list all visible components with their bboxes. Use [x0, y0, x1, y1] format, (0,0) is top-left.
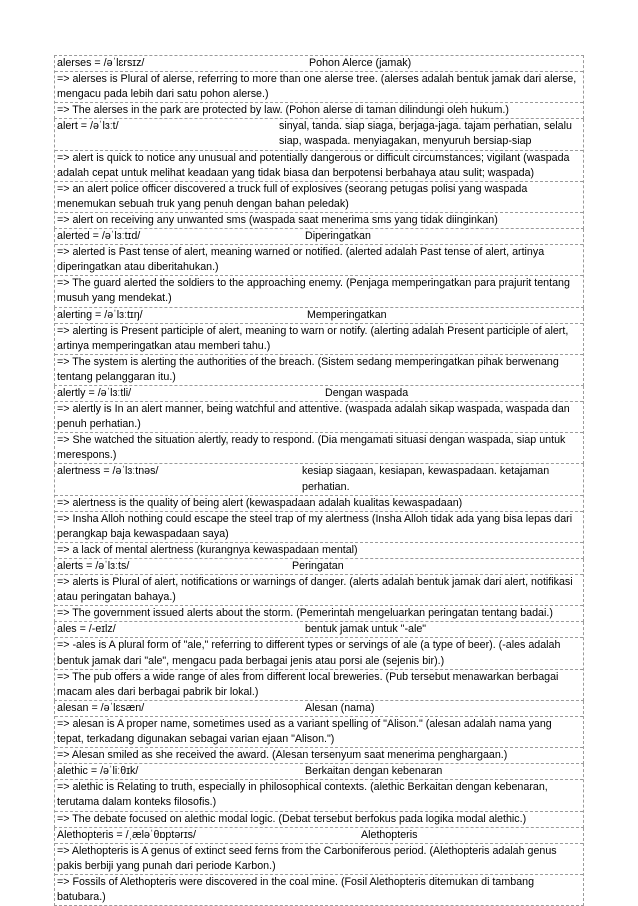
entry-headline	[55, 386, 583, 402]
entry-example: => an alert police officer discovered a truck full of explosives (seorang petugas polisi yang waspada menemukan sebuah truk yang penuh dengan bahan peledak)	[55, 182, 583, 213]
dictionary-document	[54, 55, 584, 906]
entry-example: => The debate focused on alethic modal logic. (Debat tersebut berfokus pada logika modal alethic.)	[57, 812, 527, 825]
entry-word-pronunciation: alethic = /əˈliːθɪk/	[57, 765, 139, 778]
dictionary-entry	[54, 701, 584, 764]
entry-example: => alerting is Present participle of alert, meaning to warn or notify. (alerting adalah Present participle of alert, artinya memperingatkan atau memberi tahu.)	[55, 324, 583, 355]
entry-meaning: Peringatan	[292, 560, 344, 572]
dictionary-entry	[54, 229, 584, 307]
entry-example: => a lack of mental alertness (kurangnya kewaspadaan mental)	[57, 543, 358, 556]
entry-word-pronunciation: alerting = /əˈlɜːtɪŋ/	[57, 308, 143, 321]
entry-headline	[55, 56, 583, 72]
entry-example: => alerts is Plural of alert, notifications or warnings of danger. (alerts adalah bentuk jamak dari alert, notifikasi atau peringatan bahaya.)	[55, 575, 583, 606]
entry-word-pronunciation: ales = /-eɪlz/	[57, 623, 116, 636]
entry-word-pronunciation: Alethopteris = /ˌæləˈθɒptərɪs/	[57, 828, 196, 841]
entry-example: => Insha Alloh nothing could escape the steel trap of my alertness (Insha Alloh tidak ada yang bisa lepas dari perangkap baja kewaspadaan saya)	[55, 512, 583, 543]
entry-word-pronunciation: alerses = /əˈlɛrsɪz/	[57, 57, 145, 69]
dictionary-entry	[54, 55, 584, 119]
entry-example: => alesan is A proper name, sometimes used as a variant spelling of "Alison." (alesan adalah nama yang tepat, terkadang digunakan sebagai varian ejaan "Alison.")	[55, 717, 583, 748]
entry-meaning: Alethopteris	[361, 828, 418, 841]
entry-example: => alert on receiving any unwanted sms (waspada saat menerima sms yang tidak diinginkan)	[57, 213, 498, 226]
entry-example: => Alesan smiled as she received the award. (Alesan tersenyum saat menerima penghargaan.)	[57, 749, 508, 762]
entry-example: => Alethopteris is A genus of extinct seed ferns from the Carboniferous period. (Alethopteris adalah genus pakis berbiji yang punah dari periode Karbon.)	[55, 844, 583, 875]
dictionary-entry	[54, 308, 584, 386]
entry-meaning: Alesan (nama)	[305, 701, 375, 714]
entry-headline	[55, 622, 583, 638]
entry-meaning: Berkaitan dengan kebenaran	[305, 765, 443, 778]
entry-headline	[55, 828, 583, 844]
entry-word-pronunciation: alertly = /əˈlɜːtli/	[57, 386, 132, 399]
entry-example: => The guard alerted the soldiers to the approaching enemy. (Penjaga memperingatkan para prajurit tentang musuh yang mendekat.)	[57, 277, 570, 305]
entry-example: => Fossils of Alethopteris were discovered in the coal mine. (Fosil Alethopteris ditemukan di tambang batubara.)	[57, 875, 535, 903]
entry-headline	[55, 559, 583, 575]
entry-meaning: sinyal, tanda. siap siaga, berjaga-jaga. tajam perhatian, selalu siap, waspada. menyiagakan, menyuruh bersiap-siap	[279, 120, 572, 148]
entry-example: => The government issued alerts about the storm. (Pemerintah mengeluarkan peringatan tentang badai.)	[57, 607, 553, 620]
entry-headline	[55, 229, 583, 245]
entry-example: => The alerses in the park are protected by law. (Pohon alerse di taman dilindungi oleh hukum.)	[57, 104, 509, 117]
entry-example: => alethic is Relating to truth, especially in philosophical contexts. (alethic Berkaitan dengan kebenaran, terutama dalam konteks filosofis.)	[55, 780, 583, 811]
entry-word-pronunciation: alertness = /əˈlɜːtnəs/	[57, 465, 159, 478]
entry-example: => alerses is Plural of alerse, referring to more than one alerse tree. (alerses adalah bentuk jamak dari alerse, mengacu pada lebih dari satu pohon alerse.)	[55, 72, 583, 103]
dictionary-entry	[54, 119, 584, 229]
entry-example: => alertness is the quality of being alert (kewaspadaan adalah kualitas kewaspadaan)	[55, 496, 583, 512]
entry-example: => The system is alerting the authorities of the breach. (Sistem sedang memperingatkan pihak berwenang tentang pelanggaran itu.)	[57, 355, 559, 383]
entry-word-pronunciation: alerts = /əˈlɜːts/	[57, 560, 130, 572]
entry-meaning: kesiap siagaan, kesiapan, kewaspadaan. ketajaman perhatian.	[302, 465, 550, 493]
dictionary-entry	[54, 464, 584, 559]
entry-meaning: Diperingatkan	[305, 230, 371, 243]
entry-headline	[55, 764, 583, 780]
entry-word-pronunciation: alesan = /əˈlɛsæn/	[57, 701, 145, 714]
dictionary-entry	[54, 559, 584, 622]
entry-example: => -ales is A plural form of "ale," referring to different types or servings of ale (a type of beer). (-ales adalah bentuk jamak dari "ale", mengacu pada berbagai jenis atau porsi ale (sejenis bir).)	[55, 638, 583, 669]
entry-headline	[55, 701, 583, 717]
entry-example: => alertly is In an alert manner, being watchful and attentive. (waspada adalah sikap waspada, waspada dan penuh perhatian.)	[55, 402, 583, 433]
entry-meaning: Memperingatkan	[307, 308, 387, 321]
entry-meaning: bentuk jamak untuk "-ale"	[305, 623, 427, 636]
entry-headline	[55, 464, 583, 495]
dictionary-entry	[54, 828, 584, 906]
entry-meaning: Pohon Alerce (jamak)	[309, 57, 412, 69]
dictionary-entry	[54, 622, 584, 700]
dictionary-entry	[54, 386, 584, 464]
entry-meaning: Dengan waspada	[325, 386, 409, 399]
entry-word-pronunciation: alerted = /əˈlɜːtɪd/	[57, 230, 141, 243]
entry-example: => She watched the situation alertly, ready to respond. (Dia mengamati situasi dengan waspada, siap untuk merespons.)	[57, 434, 566, 462]
entry-example: => alerted is Past tense of alert, meaning warned or notified. (alerted adalah Past tense of alert, artinya diperingatkan atau diberitahukan.)	[55, 245, 583, 276]
entry-headline	[55, 308, 583, 324]
entry-example: => alert is quick to notice any unusual and potentially dangerous or difficult circumstances; vigilant (waspada adalah cepat untuk melihat keadaan yang tidak biasa dan berpotensi berbahaya atau sulit; waspada)	[55, 151, 583, 182]
entry-word-pronunciation: alert = /əˈlɜːt/	[57, 120, 119, 133]
dictionary-entry	[54, 764, 584, 827]
entry-example: => The pub offers a wide range of ales from different local breweries. (Pub tersebut menawarkan berbagai macam ales dari berbagai pabrik bir lokal.)	[57, 670, 559, 698]
entry-headline	[55, 119, 583, 150]
